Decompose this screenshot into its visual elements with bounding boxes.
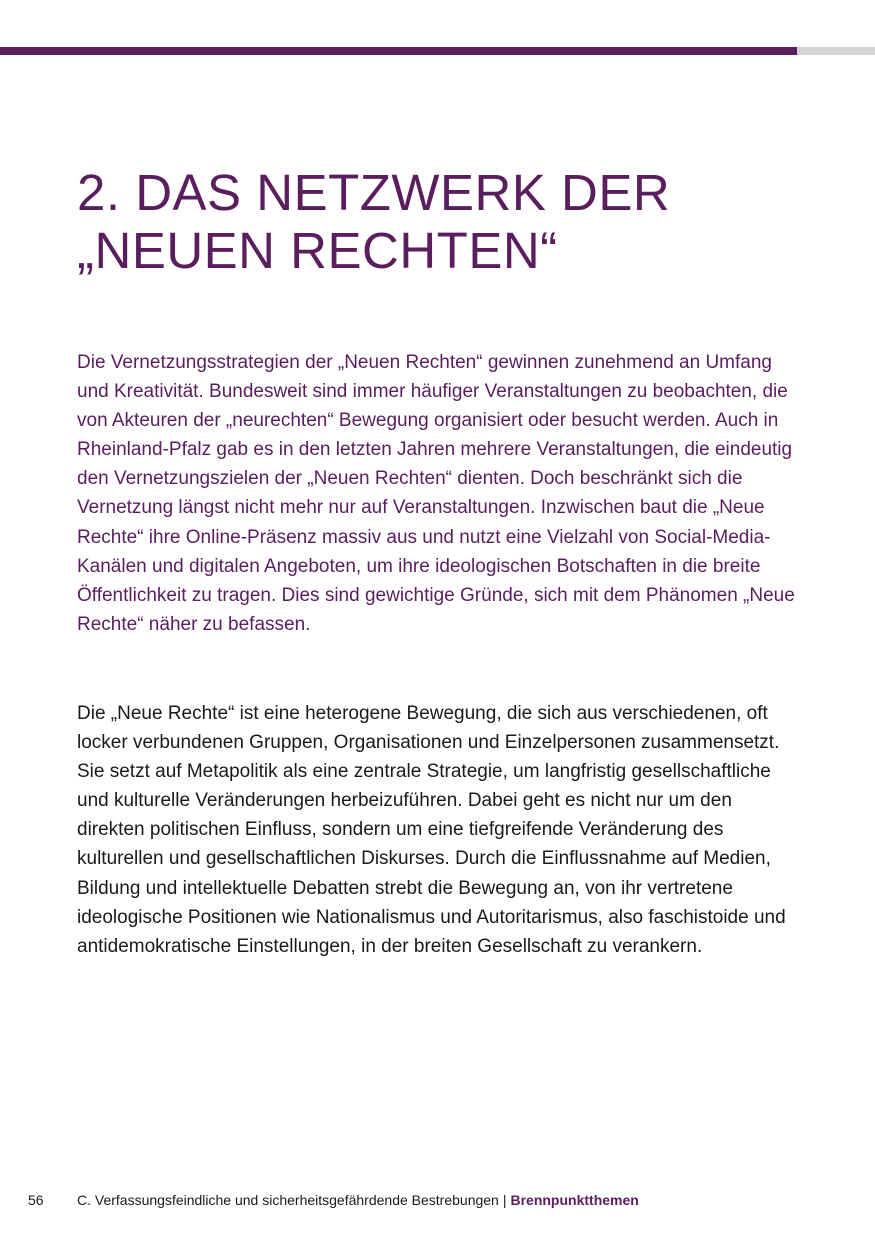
- footer-section: Brennpunktthemen: [510, 1192, 639, 1208]
- lead-paragraph: Die Vernetzungsstrategien der „Neuen Rechten“ gewinnen zunehmend an Umfang und Kreativität. Bundesweit sind immer häufiger Veranstaltungen zu beobachten, die von Akteuren der „neurechten“ Bewegung organisiert oder besucht werden. Auch in Rheinland-Pfalz gab es in den letzten Jahren mehrere Veranstaltungen, die eindeutig den Vernetzungszielen der „Neuen Rechten“ dienten. Doch beschränkt sich die Vernetzung längst nicht mehr nur auf Veranstaltungen. Inzwischen baut die „Neue Rechte“ ihre Online-Präsenz massiv aus und nutzt eine Vielzahl von Social-Media-Kanälen und digitalen Angeboten, um ihre ideologischen Botschaften in die breite Öffentlichkeit zu tragen. Dies sind gewichtige Gründe, sich mit dem Phänomen „Neue Rechte“ näher zu befassen.: [77, 352, 795, 635]
- page-number: 56: [28, 1192, 44, 1208]
- page-footer: [0, 1190, 875, 1210]
- footer-chapter: C. Verfassungsfeindliche und sicherheitsgefährdende Bestrebungen: [77, 1192, 499, 1208]
- page-title-line-1: 2. DAS NETZWERK DER: [77, 164, 671, 221]
- page-title-line-2: „NEUEN RECHTEN“: [77, 222, 558, 279]
- footer-separator: |: [502, 1192, 507, 1208]
- top-accent-bar: [0, 47, 797, 55]
- top-grey-bar: [797, 47, 875, 55]
- body-paragraph: Die „Neue Rechte“ ist eine heterogene Bewegung, die sich aus verschiedenen, oft locker verbundenen Gruppen, Organisationen und Einzelpersonen zusammensetzt. Sie setzt auf Metapolitik als eine zentrale Strategie, um langfristig gesellschaftliche und kulturelle Veränderungen herbeizuführen. Dabei geht es nicht nur um den direkten politischen Einfluss, sondern um eine tiefgreifende Veränderung des kulturellen und gesellschaftlichen Diskurses. Durch die Einflussnahme auf Medien, Bildung und intellektuelle Debatten strebt die Bewegung an, von ihr vertretene ideologische Positionen wie Nationalismus und Autoritarismus, also faschistoide und antidemokratische Einstellungen, in der breiten Gesellschaft zu verankern.: [77, 703, 786, 957]
- footer-running-head: [77, 1190, 639, 1210]
- page-title: [77, 164, 837, 280]
